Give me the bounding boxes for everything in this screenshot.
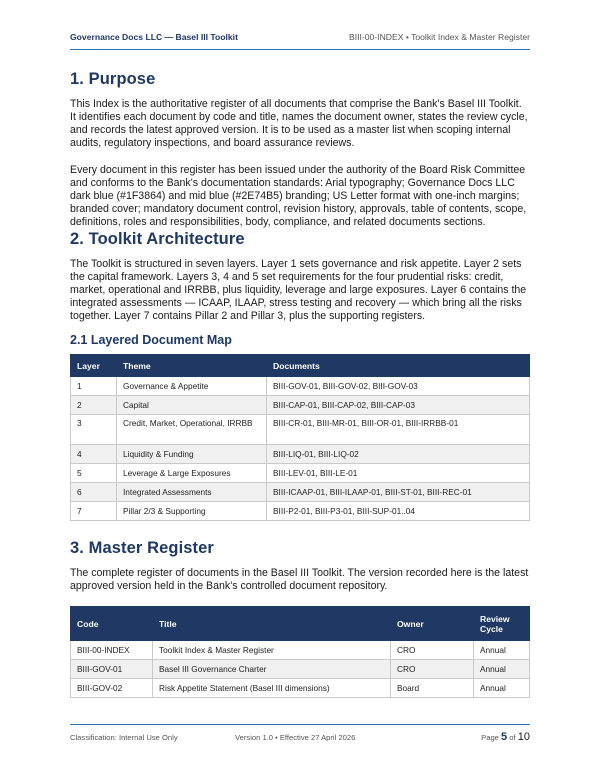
review-cycle-cell: Annual: [474, 660, 530, 679]
theme-cell: Governance & Appetite: [117, 377, 267, 396]
header-divider: [70, 49, 530, 50]
table-row: [71, 502, 530, 521]
owner-cell: CRO: [391, 660, 474, 679]
header-brand: Governance Docs LLC — Basel III Toolkit: [70, 32, 238, 42]
theme-cell: Integrated Assessments: [117, 483, 267, 502]
table-row: [71, 396, 530, 415]
section-title-register: 3. Master Register: [70, 539, 214, 557]
section-title-architecture: 2. Toolkit Architecture: [70, 230, 245, 248]
review-cycle-cell: Annual: [474, 641, 530, 660]
layer-cell: 1: [71, 377, 117, 396]
title-cell: Toolkit Index & Master Register: [153, 641, 391, 660]
owner-cell: CRO: [391, 641, 474, 660]
owner-cell: Board: [391, 679, 474, 698]
code-cell: BIII-GOV-01: [71, 660, 153, 679]
documents-cell: BIII-P2-01, BIII-P3-01, BIII-SUP-01..04: [267, 502, 530, 521]
column-header-layer: Layer: [71, 355, 117, 377]
documents-cell: BIII-LIQ-01, BIII-LIQ-02: [267, 445, 530, 464]
code-cell: BIII-GOV-02: [71, 679, 153, 698]
title-cell: Basel III Governance Charter: [153, 660, 391, 679]
master-register-table: [70, 606, 530, 698]
document-page: [70, 0, 530, 777]
review-cycle-cell: Annual: [474, 679, 530, 698]
purpose-paragraph-2: Every document in this register has been issued under the authority of the Board Risk Committee and conforms to the Bank's documentation standards: Arial typography; Governance Docs LLC dark blue (#1F3864) and mid blue (#2E74B5) branding; US Letter format with one-inch margins; branded cover; mandatory document control, revision history, approvals, table of contents, scope, definitions, roles and responsibilities, body, compliance, and related documents sections.: [70, 164, 527, 228]
documents-cell: BIII-CR-01, BIII-MR-01, BIII-OR-01, BIII-IRRBB-01: [267, 415, 530, 445]
column-header-review-cycle: Review Cycle: [474, 607, 530, 641]
register-paragraph: The complete register of documents in the Basel III Toolkit. The version recorded here is the latest approved version held in the Bank's controlled document repository.: [70, 567, 529, 592]
footer-classification: Classification: Internal Use Only: [70, 733, 178, 742]
table-row: [71, 445, 530, 464]
column-header-theme: Theme: [117, 355, 267, 377]
purpose-paragraph-1: This Index is the authoritative register of all documents that comprise the Bank's Basel III Toolkit. It identifies each document by code and title, names the document owner, states the review cycle, and records the latest approved version. It is to be used as a master list when scoping internal audits, regulatory inspections, and board assurance reviews.: [70, 98, 528, 149]
page-prefix: Page: [481, 733, 499, 742]
layer-cell: 2: [71, 396, 117, 415]
page-header: [70, 32, 530, 42]
page-of: of: [509, 733, 516, 742]
documents-cell: BIII-LEV-01, BIII-LE-01: [267, 464, 530, 483]
footer-version: Version 1.0 • Effective 27 April 2026: [235, 733, 356, 742]
section-title-purpose: 1. Purpose: [70, 70, 156, 88]
footer-divider: [70, 724, 530, 725]
documents-cell: BIII-CAP-01, BIII-CAP-02, BIII-CAP-03: [267, 396, 530, 415]
table-row: [71, 415, 530, 445]
theme-cell: Capital: [117, 396, 267, 415]
table-row: [71, 641, 530, 660]
documents-cell: BIII-ICAAP-01, BIII-ILAAP-01, BIII-ST-01, BIII-REC-01: [267, 483, 530, 502]
current-page: 5: [501, 731, 508, 743]
total-pages: 10: [517, 731, 530, 743]
architecture-paragraph: The Toolkit is structured in seven layers. Layer 1 sets governance and risk appetite. Layer 2 sets the capital framework. Layers 3, 4 and 5 set requirements for the four prudential risks: credit, market, operational and IRRBB, plus liquidity, leverage and large exposures. Layer 6 contains the integrated assessments — ICAAP, ILAAP, stress testing and recovery — which bring all the risks together. Layer 7 contains Pillar 2 and Pillar 3, plus the supporting registers.: [70, 258, 527, 322]
layered-document-map-table: [70, 354, 530, 521]
page-number: [481, 731, 530, 743]
table-header-row: [71, 607, 530, 641]
table-row: [71, 679, 530, 698]
header-document-ref: BIII-00-INDEX • Toolkit Index & Master Register: [349, 32, 530, 42]
layer-cell: 6: [71, 483, 117, 502]
column-header-title: Title: [153, 607, 391, 641]
table-header-row: [71, 355, 530, 377]
theme-cell: Pillar 2/3 & Supporting: [117, 502, 267, 521]
theme-cell: Liquidity & Funding: [117, 445, 267, 464]
code-cell: BIII-00-INDEX: [71, 641, 153, 660]
theme-cell: Leverage & Large Exposures: [117, 464, 267, 483]
table-row: [71, 660, 530, 679]
layer-cell: 5: [71, 464, 117, 483]
documents-cell: BIII-GOV-01, BIII-GOV-02, BIII-GOV-03: [267, 377, 530, 396]
title-cell: Risk Appetite Statement (Basel III dimensions): [153, 679, 391, 698]
column-header-owner: Owner: [391, 607, 474, 641]
table-row: [71, 483, 530, 502]
subsection-title-layered-map: 2.1 Layered Document Map: [70, 333, 232, 347]
layer-cell: 3: [71, 415, 117, 445]
table-row: [71, 464, 530, 483]
table-row: [71, 377, 530, 396]
layer-cell: 7: [71, 502, 117, 521]
theme-cell: Credit, Market, Operational, IRRBB: [117, 415, 267, 445]
column-header-code: Code: [71, 607, 153, 641]
column-header-documents: Documents: [267, 355, 530, 377]
layer-cell: 4: [71, 445, 117, 464]
